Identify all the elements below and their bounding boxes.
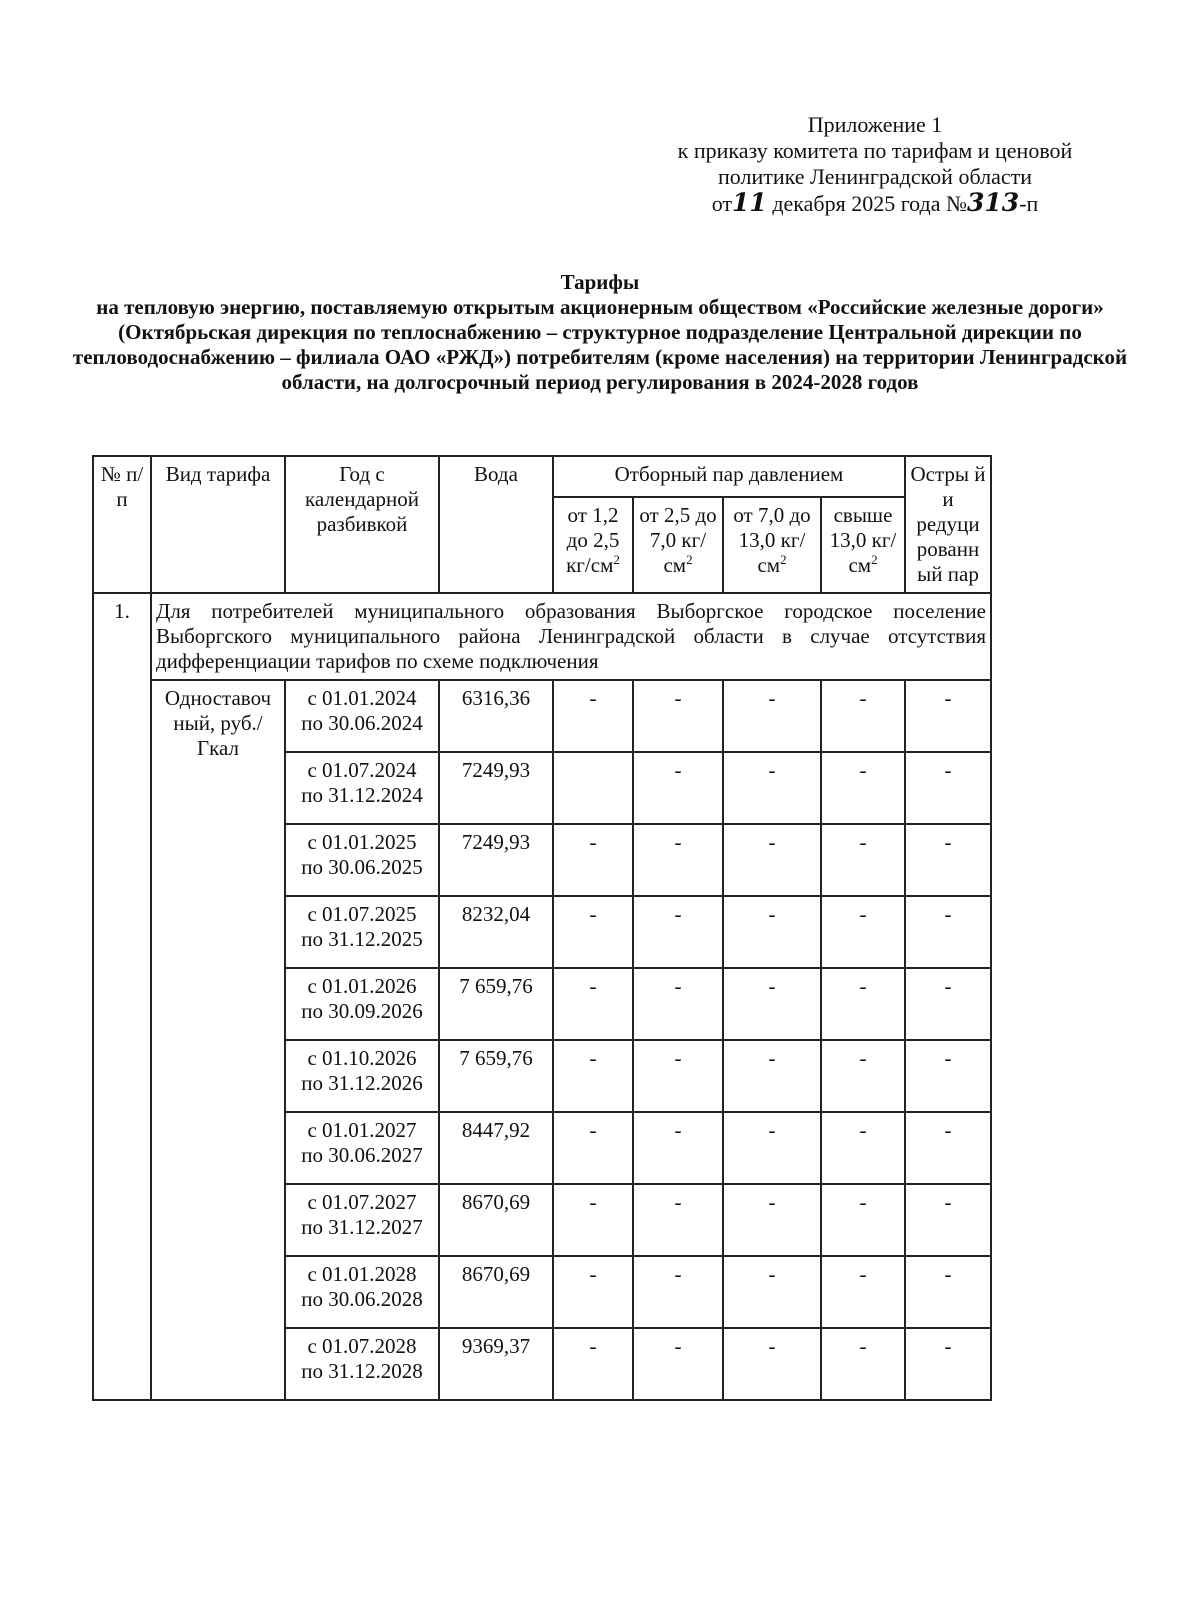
- sharp-value: -: [905, 1256, 991, 1328]
- period-to: по 30.06.2025: [301, 855, 423, 879]
- period-cell: [285, 1040, 439, 1112]
- period-from: с 01.07.2025: [307, 902, 417, 926]
- superscript: 2: [871, 551, 878, 567]
- period-from: с 01.01.2026: [307, 974, 417, 998]
- sharp-value: -: [905, 968, 991, 1040]
- p2-value: -: [633, 752, 723, 824]
- period-from: с 01.01.2027: [307, 1118, 417, 1142]
- period-cell: [285, 896, 439, 968]
- water-value: 7 659,76: [439, 968, 553, 1040]
- header-pressure-2-text: от 2,5 до 7,0 кг/см: [639, 502, 717, 577]
- sharp-value: -: [905, 1040, 991, 1112]
- annex-line-1: Приложение 1: [807, 112, 943, 137]
- title-heading: Тарифы: [560, 270, 640, 294]
- header-pressure-1: [553, 497, 633, 593]
- sharp-value: -: [905, 1328, 991, 1400]
- date-prefix: от: [711, 191, 733, 216]
- tariff-table: [92, 455, 992, 1401]
- water-value: 8670,69: [439, 1256, 553, 1328]
- p4-value: -: [821, 968, 905, 1040]
- p2-value: -: [633, 896, 723, 968]
- superscript: 2: [686, 551, 693, 567]
- header-pressure-3: [723, 497, 821, 593]
- sharp-value: -: [905, 896, 991, 968]
- p2-value: -: [633, 1184, 723, 1256]
- p1-value: -: [553, 1328, 633, 1400]
- sharp-value: -: [905, 1184, 991, 1256]
- period-from: с 01.10.2026: [307, 1046, 417, 1070]
- period-cell: [285, 1184, 439, 1256]
- header-pressure-4-text: свыше 13,0 кг/см: [829, 502, 897, 577]
- date-middle: декабря 2025 года №: [772, 191, 967, 216]
- period-to: по 31.12.2025: [301, 927, 423, 951]
- period-cell: [285, 1256, 439, 1328]
- period-to: по 30.06.2028: [301, 1287, 423, 1311]
- title-body: на тепловую энергию, поставляемую открытым акционерным обществом «Российские железные дороги» (Октябрьская дирекция по теплоснабжению – структурное подразделение Центральной дирекции по тепловодоснабжению – филиала ОАО «РЖД») потребителям (кроме населения) на территории Ленинградской области, на долгосрочный период регулирования в 2024-2028 годов: [72, 295, 1128, 394]
- p4-value: -: [821, 1112, 905, 1184]
- p2-value: -: [633, 824, 723, 896]
- annex-line-3: политике Ленинградской области: [717, 164, 1032, 189]
- water-value: 8232,04: [439, 896, 553, 968]
- handwritten-day: 11: [732, 188, 767, 217]
- period-to: по 31.12.2027: [301, 1215, 423, 1239]
- p2-value: -: [633, 968, 723, 1040]
- period-from: с 01.01.2025: [307, 830, 417, 854]
- p1-value: -: [553, 1040, 633, 1112]
- header-pressure-3-text: от 7,0 до 13,0 кг/см: [733, 502, 811, 577]
- sharp-value: -: [905, 752, 991, 824]
- p3-value: -: [723, 1256, 821, 1328]
- superscript: 2: [613, 551, 620, 567]
- header-year: Год с календарной разбивкой: [285, 456, 439, 593]
- header-row-1: [93, 456, 991, 497]
- water-value: 7 659,76: [439, 1040, 553, 1112]
- period-from: с 01.01.2024: [307, 686, 417, 710]
- p1-value: -: [553, 1256, 633, 1328]
- header-pressure-1-text: от 1,2 до 2,5 кг/см: [566, 502, 620, 577]
- p3-value: -: [723, 1328, 821, 1400]
- period-to: по 30.06.2024: [301, 711, 423, 735]
- period-to: по 31.12.2024: [301, 783, 423, 807]
- header-sharp-steam: Остры й и редуци рованн ый пар: [905, 456, 991, 593]
- p3-value: -: [723, 680, 821, 752]
- period-to: по 30.06.2027: [301, 1143, 423, 1167]
- p1-value: -: [553, 1184, 633, 1256]
- p4-value: -: [821, 1184, 905, 1256]
- period-from: с 01.01.2028: [307, 1262, 417, 1286]
- p1-value: -: [553, 680, 633, 752]
- p2-value: -: [633, 1112, 723, 1184]
- period-cell: [285, 752, 439, 824]
- p3-value: -: [723, 752, 821, 824]
- table-row: [93, 680, 991, 752]
- p1-value: [553, 752, 633, 824]
- p1-value: -: [553, 824, 633, 896]
- water-value: 7249,93: [439, 824, 553, 896]
- p3-value: -: [723, 968, 821, 1040]
- period-to: по 31.12.2026: [301, 1071, 423, 1095]
- period-cell: [285, 824, 439, 896]
- period-from: с 01.07.2027: [307, 1190, 417, 1214]
- section-description: Для потребителей муниципального образования Выборгское городское поселение Выборгского муниципального района Ленинградской области в случае отсутствия дифференциации тарифов по схеме подключения: [151, 593, 991, 680]
- header-water: Вода: [439, 456, 553, 593]
- period-cell: [285, 968, 439, 1040]
- annex-line-2: к приказу комитета по тарифам и ценовой: [677, 138, 1073, 163]
- tariff-kind: Одноставоч ный, руб./Гкал: [151, 680, 285, 1400]
- annex-date-line: [640, 190, 1110, 217]
- water-value: 6316,36: [439, 680, 553, 752]
- period-to: по 30.09.2026: [301, 999, 423, 1023]
- sharp-value: -: [905, 1112, 991, 1184]
- p1-value: -: [553, 1112, 633, 1184]
- section-number: 1.: [93, 593, 151, 1400]
- p4-value: -: [821, 896, 905, 968]
- p3-value: -: [723, 1040, 821, 1112]
- section-row: [93, 593, 991, 680]
- p3-value: -: [723, 896, 821, 968]
- period-to: по 31.12.2028: [301, 1359, 423, 1383]
- p4-value: -: [821, 824, 905, 896]
- water-value: 8670,69: [439, 1184, 553, 1256]
- p3-value: -: [723, 1112, 821, 1184]
- period-from: с 01.07.2024: [307, 758, 417, 782]
- p3-value: -: [723, 1184, 821, 1256]
- sharp-value: -: [905, 680, 991, 752]
- p1-value: -: [553, 896, 633, 968]
- water-value: 7249,93: [439, 752, 553, 824]
- p4-value: -: [821, 1040, 905, 1112]
- p2-value: -: [633, 1040, 723, 1112]
- p4-value: -: [821, 680, 905, 752]
- p2-value: -: [633, 1328, 723, 1400]
- header-num: № п/п: [93, 456, 151, 593]
- superscript: 2: [780, 551, 787, 567]
- period-cell: [285, 1112, 439, 1184]
- p4-value: -: [821, 1328, 905, 1400]
- p4-value: -: [821, 752, 905, 824]
- period-cell: [285, 1328, 439, 1400]
- p1-value: -: [553, 968, 633, 1040]
- water-value: 9369,37: [439, 1328, 553, 1400]
- p2-value: -: [633, 1256, 723, 1328]
- water-value: 8447,92: [439, 1112, 553, 1184]
- header-steam-group: Отборный пар давлением: [553, 456, 905, 497]
- period-cell: [285, 680, 439, 752]
- p3-value: -: [723, 824, 821, 896]
- header-kind: Вид тарифа: [151, 456, 285, 593]
- header-pressure-2: [633, 497, 723, 593]
- period-from: с 01.07.2028: [307, 1334, 417, 1358]
- handwritten-number: 313: [967, 188, 1020, 217]
- document-title: [70, 270, 1130, 395]
- number-suffix: -п: [1019, 191, 1039, 216]
- p4-value: -: [821, 1256, 905, 1328]
- p2-value: -: [633, 680, 723, 752]
- annex-block: [640, 112, 1110, 217]
- sharp-value: -: [905, 824, 991, 896]
- header-pressure-4: [821, 497, 905, 593]
